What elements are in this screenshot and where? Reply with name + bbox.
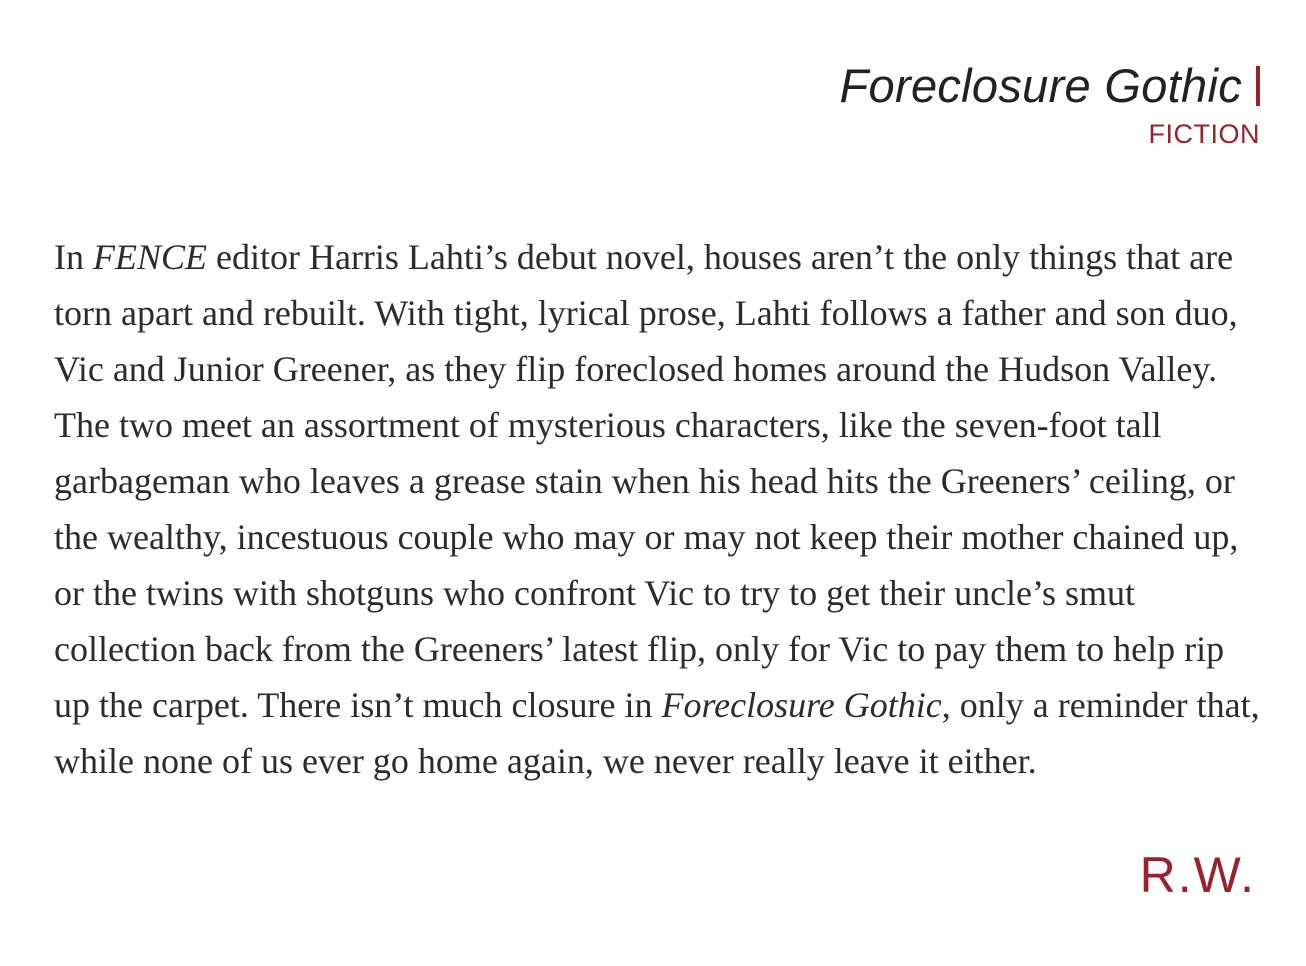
review-text-intro: In bbox=[54, 237, 93, 277]
review-header bbox=[840, 60, 1260, 150]
review-text-body: editor Harris Lahti’s debut novel, houses aren’t the only things that are torn apart and rebuilt. With tight, lyrical prose, Lahti follows a father and son duo, Vic and Junior Greener, as they flip foreclosed homes around the Hudson Valley. The two meet an assortment of mysterious characters, like the seven-foot tall garbageman who leaves a grease stain when his head hits the Greeners’ ceiling, or the wealthy, incestuous couple who may or may not keep their mother chained up, or the twins with shotguns who confront Vic to try to get their uncle’s smut collection back from the Greeners’ latest flip, only for Vic to pay them to help rip up the carpet. There isn’t much closure in bbox=[54, 237, 1239, 725]
magazine-name: FENCE bbox=[93, 237, 207, 277]
title-line bbox=[840, 60, 1260, 112]
book-title-inline: Foreclosure Gothic bbox=[661, 685, 942, 725]
book-title: Foreclosure Gothic bbox=[839, 59, 1242, 112]
genre-label: FICTION bbox=[1148, 118, 1260, 149]
reviewer-initials: R.W. bbox=[1139, 847, 1256, 903]
title-divider-bar bbox=[1256, 66, 1260, 106]
review-text-ending: , only a reminder that, while none of us ever go home again, we never really leave it either. bbox=[54, 685, 1260, 781]
review-paragraph bbox=[54, 229, 1264, 789]
